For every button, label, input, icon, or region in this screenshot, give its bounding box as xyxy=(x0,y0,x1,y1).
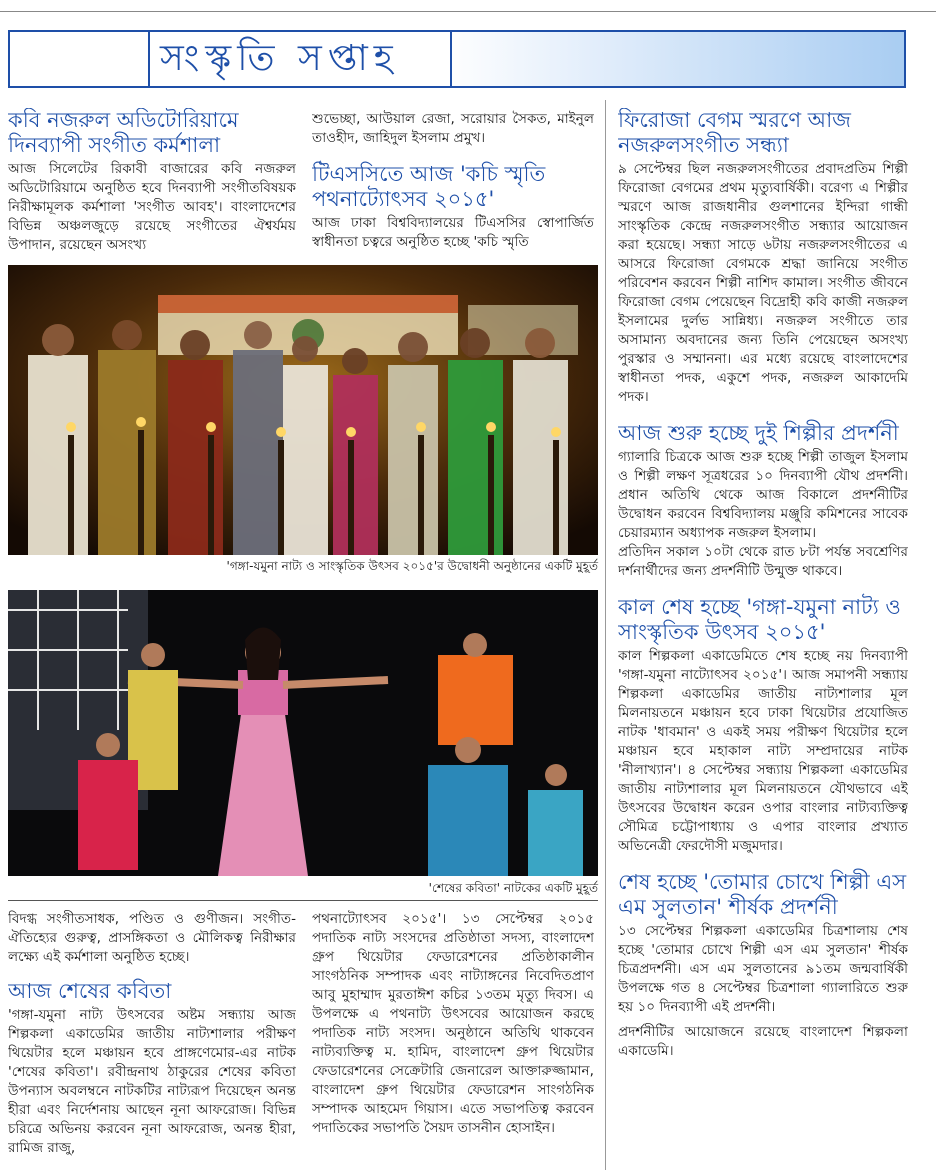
caption-drama: 'শেষের কবিতা' নাটকের একটি মুহূর্ত xyxy=(428,881,598,895)
headline-two-artists: আজ শুরু হচ্ছে দুই শিল্পীর প্রদর্শনী xyxy=(618,421,899,445)
drama-image xyxy=(8,590,598,876)
photo-divider xyxy=(8,900,598,901)
headline-music-workshop: কবি নজরুল অডিটোরিয়ামে দিনব্যাপী সংগীত কর্মশালা xyxy=(8,108,239,157)
body-tsc-festival: আজ ঢাকা বিশ্ববিদ্যালয়ের টিএসসির স্বোপার্জিত স্বাধীনতা চত্বরে অনুষ্ঠিত হচ্ছে 'কচি স্মৃতি xyxy=(312,215,594,250)
right-column xyxy=(618,108,908,1176)
body-music-workshop: আজ সিলেটের রিকাবী বাজারের কবি নজরুল অডিটোরিয়ামে অনুষ্ঠিত হবে দিনব্যাপী সংগীতবিষয়ক নিরীক্ষামূলক কর্মশালা 'সংগীত আবহ'। বাংলাদেশের বিভিন্ন অঞ্চলজুড়ে রয়েছে সংগীতের ঐশ্বর্যময় উপাদান, রয়েছেন অসংখ্য xyxy=(8,161,296,253)
headline-ganga-jamuna-ends: কাল শেষ হচ্ছে 'গঙ্গা-যমুনা নাট্য ও সাংস্কৃতিক উৎসব ২০১৫' xyxy=(618,595,901,644)
body-sultan-organizer: প্রদর্শনীটির আয়োজনে রয়েছে বাংলাদেশ শিল্পকলা একাডেমি। xyxy=(618,1024,908,1059)
photo-inauguration xyxy=(8,265,598,555)
headline-sesher-kobita: আজ শেষের কবিতা xyxy=(8,979,172,1003)
caption-inauguration: 'গঙ্গা-যমুনা নাট্য ও সাংস্কৃতিক উৎসব ২০১৫'র উদ্বোধনী অনুষ্ঠানের একটি মুহূর্ত xyxy=(226,559,598,573)
continuation-music-workshop: বিদগ্ধ সংগীতসাধক, পণ্ডিত ও গুণীজন। সংগীত-ঐতিহ্যের গুরুত্ব, প্রাসঙ্গিকতা ও মৌলিকত্ব নিরীক্ষার লক্ষ্যে এই কর্মশালা অনুষ্ঠিত হচ্ছে। xyxy=(8,911,296,965)
article-tsc-festival xyxy=(312,110,594,260)
headline-tsc-festival: টিএসসিতে আজ 'কচি স্মৃতি পথনাট্যোৎসব ২০১৫' xyxy=(312,162,546,211)
photo-drama xyxy=(8,590,598,876)
section-banner xyxy=(8,30,906,88)
body-sesher-kobita: 'গঙ্গা-যমুনা নাট্য উৎসবের অষ্টম সন্ধ্যায় আজ শিল্পকলা একাডেমির জাতীয় নাট্যশালার পরীক্ষণ থিয়েটার হলে মঞ্চায়ন হবে প্রাঙ্গণেমোর-এর নাটক 'শেষের কবিতা'। রবীন্দ্রনাথ ঠাকুরের শেষের কবিতা উপন্যাস অবলম্বনে নাটকটির নাট্যরূপ দিয়েছেন অনন্ত হীরা এবং নির্দেশনায় আছেন নূনা আফরোজ। বিভিন্ন চরিত্রে অভিনয় করবেন নূনা আফরোজ, অনন্ত হীরা, রামিজ রাজু, xyxy=(8,1007,296,1156)
headline-sultan-exhibition: শেষ হচ্ছে 'তোমার চোখে শিল্পী এস এম সুলতান' শীর্ষক প্রদর্শনী xyxy=(618,870,907,919)
continuation-prev-article: শুভেচ্ছা, আউয়াল রেজা, সরোয়ার সৈকত, মাইনুল তাওহীদ, জাহিদুল ইসলাম প্রমুখ। xyxy=(312,111,594,146)
body-two-artists-hours: প্রতিদিন সকাল ১০টা থেকে রাত ৮টা পর্যন্ত সবশ্রেণির দর্শনার্থীদের জন্য প্রদর্শনীটি উন্মুক্ত থাকবে। xyxy=(618,544,908,579)
continuation-tsc-festival: পথনাট্যোৎসব ২০১৫'। ১৩ সেপ্টেম্বর ২০১৫ পদাতিক নাট্য সংসদের প্রতিষ্ঠাতা সদস্য, বাংলাদেশ গ্রুপ থিয়েটার ফেডারেশনের প্রতিষ্ঠাকালীন সাংগঠনিক সম্পাদক এবং নাট্যাঙ্গনের নিবেদিতপ্রাণ আবু মুহাম্মাদ মুরতাঈশ কচির ১৩তম মৃত্যু দিবস। এ উপলক্ষে এ পথনাট্য উৎসবের আয়োজন করছে পদাতিক নাট্য সংসদ। অনুষ্ঠানে অতিথি থাকবেন নাট্যব্যক্তিত্ব ম. হামিদ, বাংলাদেশ গ্রুপ থিয়েটার ফেডারেশনের সেক্রেটারি জেনারেল আক্তারুজ্জামান, বাংলাদেশ গ্রুপ থিয়েটার ফেডারেশন সাংগঠনিক সম্পাদক আহমেদ গিয়াস। এতে সভাপতিত্ব করবেন পদাতিকের সভাপতি সৈয়দ তাসনীন হোসাইন। xyxy=(312,911,594,1136)
body-sultan-exhibition: ১৩ সেপ্টেম্বর শিল্পকলা একাডেমির চিত্রশালায় শেষ হচ্ছে 'তোমার চোখে শিল্পী এস এম সুলতান' শীর্ষক চিত্রপ্রদর্শনী। এস এম সুলতানের ৯১তম জন্মবার্ষিকী উপলক্ষে গত ৪ সেপ্টেম্বর চিত্রশালা গ্যালারিতে শুরু হয় ১০ দিনব্যাপী এই প্রদর্শনী। xyxy=(618,923,908,1015)
body-ganga-jamuna-ends: কাল শিল্পকলা একাডেমিতে শেষ হচ্ছে নয় দিনব্যাপী 'গঙ্গা-যমুনা নাট্যোৎসব ২০১৫'। আজ সমাপনী সন্ধ্যায় শিল্পকলা একাডেমির জাতীয় নাট্যশালার মূল মিলনায়তনে মঞ্চায়ন হবে ঢাকা থিয়েটার প্রযোজিত নাটক 'ধাবমান' ও একই সময় পরীক্ষণ থিয়েটার হলে মঞ্চায়ন হবে মহাকাল নাট্য সম্প্রদায়ের নাটক 'নীলাখ্যান'। ৪ সেপ্টেম্বর সন্ধ্যায় শিল্পকলা একাডেমির জাতীয় নাট্যশালার মূল মিলনায়তনে যৌথভাবে এই উৎসবের উদ্বোধন করেন ওপার বাংলার নাট্যব্যক্তিত্ব সৌমিত্র চট্টোপাধ্যায় ও এপার বাংলার প্রখ্যাত অভিনেত্রী ফেরদৌসী মজুমদার। xyxy=(618,648,908,854)
column-divider xyxy=(605,100,606,1170)
body-firoza-begum: ৯ সেপ্টেম্বর ছিল নজরুলসংগীতের প্রবাদপ্রতিম শিল্পী ফিরোজা বেগমের প্রথম মৃত্যুবার্ষিকী। বরেণ্য এ শিল্পীর স্মরণে আজ রাজধানীর গুলশানের ইন্দিরা গান্ধী সাংস্কৃতিক কেন্দ্রে নজরুলসংগীত সন্ধ্যার আয়োজন করা হয়েছে। সন্ধ্যা সাড়ে ৬টায় নজরুলসংগীতের এ আসরে ফিরোজা বেগমকে শ্রদ্ধা জানিয়ে সংগীত পরিবেশন করবেন শিল্পী নাশিদ কামাল। সংগীত জীবনে ফিরোজা বেগম পেয়েছেন বিদ্রোহী কবি কাজী নজরুল ইসলামের দুর্লভ সান্নিধ্য। নজরুল সংগীতে তার অসামান্য অবদানের জন্য তিনি পেয়েছেন অসংখ্য পুরস্কার ও সম্মাননা। এর মধ্যে রয়েছে বাংলাদেশের স্বাধীনতা পদক, একুশে পদক, নজরুল আকাদেমি পদক। xyxy=(618,161,908,405)
inauguration-image xyxy=(8,265,598,555)
top-strip xyxy=(0,0,936,12)
article-tsc-continuation xyxy=(312,910,594,1176)
section-title: সংস্কৃতি সপ্তাহ xyxy=(160,38,399,79)
body-two-artists: গ্যালারি চিত্রকে আজ শুরু হচ্ছে শিল্পী তাজুল ইসলাম ও শিল্পী লক্ষণ সূত্রধরের ১০ দিনব্যাপী যৌথ প্রদর্শনী। প্রধান অতিথি থেকে আজ বিকালে প্রদর্শনীটির উদ্বোধন করবেন বিশ্ববিদ্যালয় মঞ্জুরি কমিশনের সাবেক চেয়ারম্যান অধ্যাপক নজরুল ইসলাম। xyxy=(618,449,908,541)
article-music-workshop xyxy=(8,108,296,258)
article-sesher-kobita xyxy=(8,910,296,1176)
headline-firoza-begum: ফিরোজা বেগম স্মরণে আজ নজরুলসংগীত সন্ধ্যা xyxy=(618,108,851,157)
